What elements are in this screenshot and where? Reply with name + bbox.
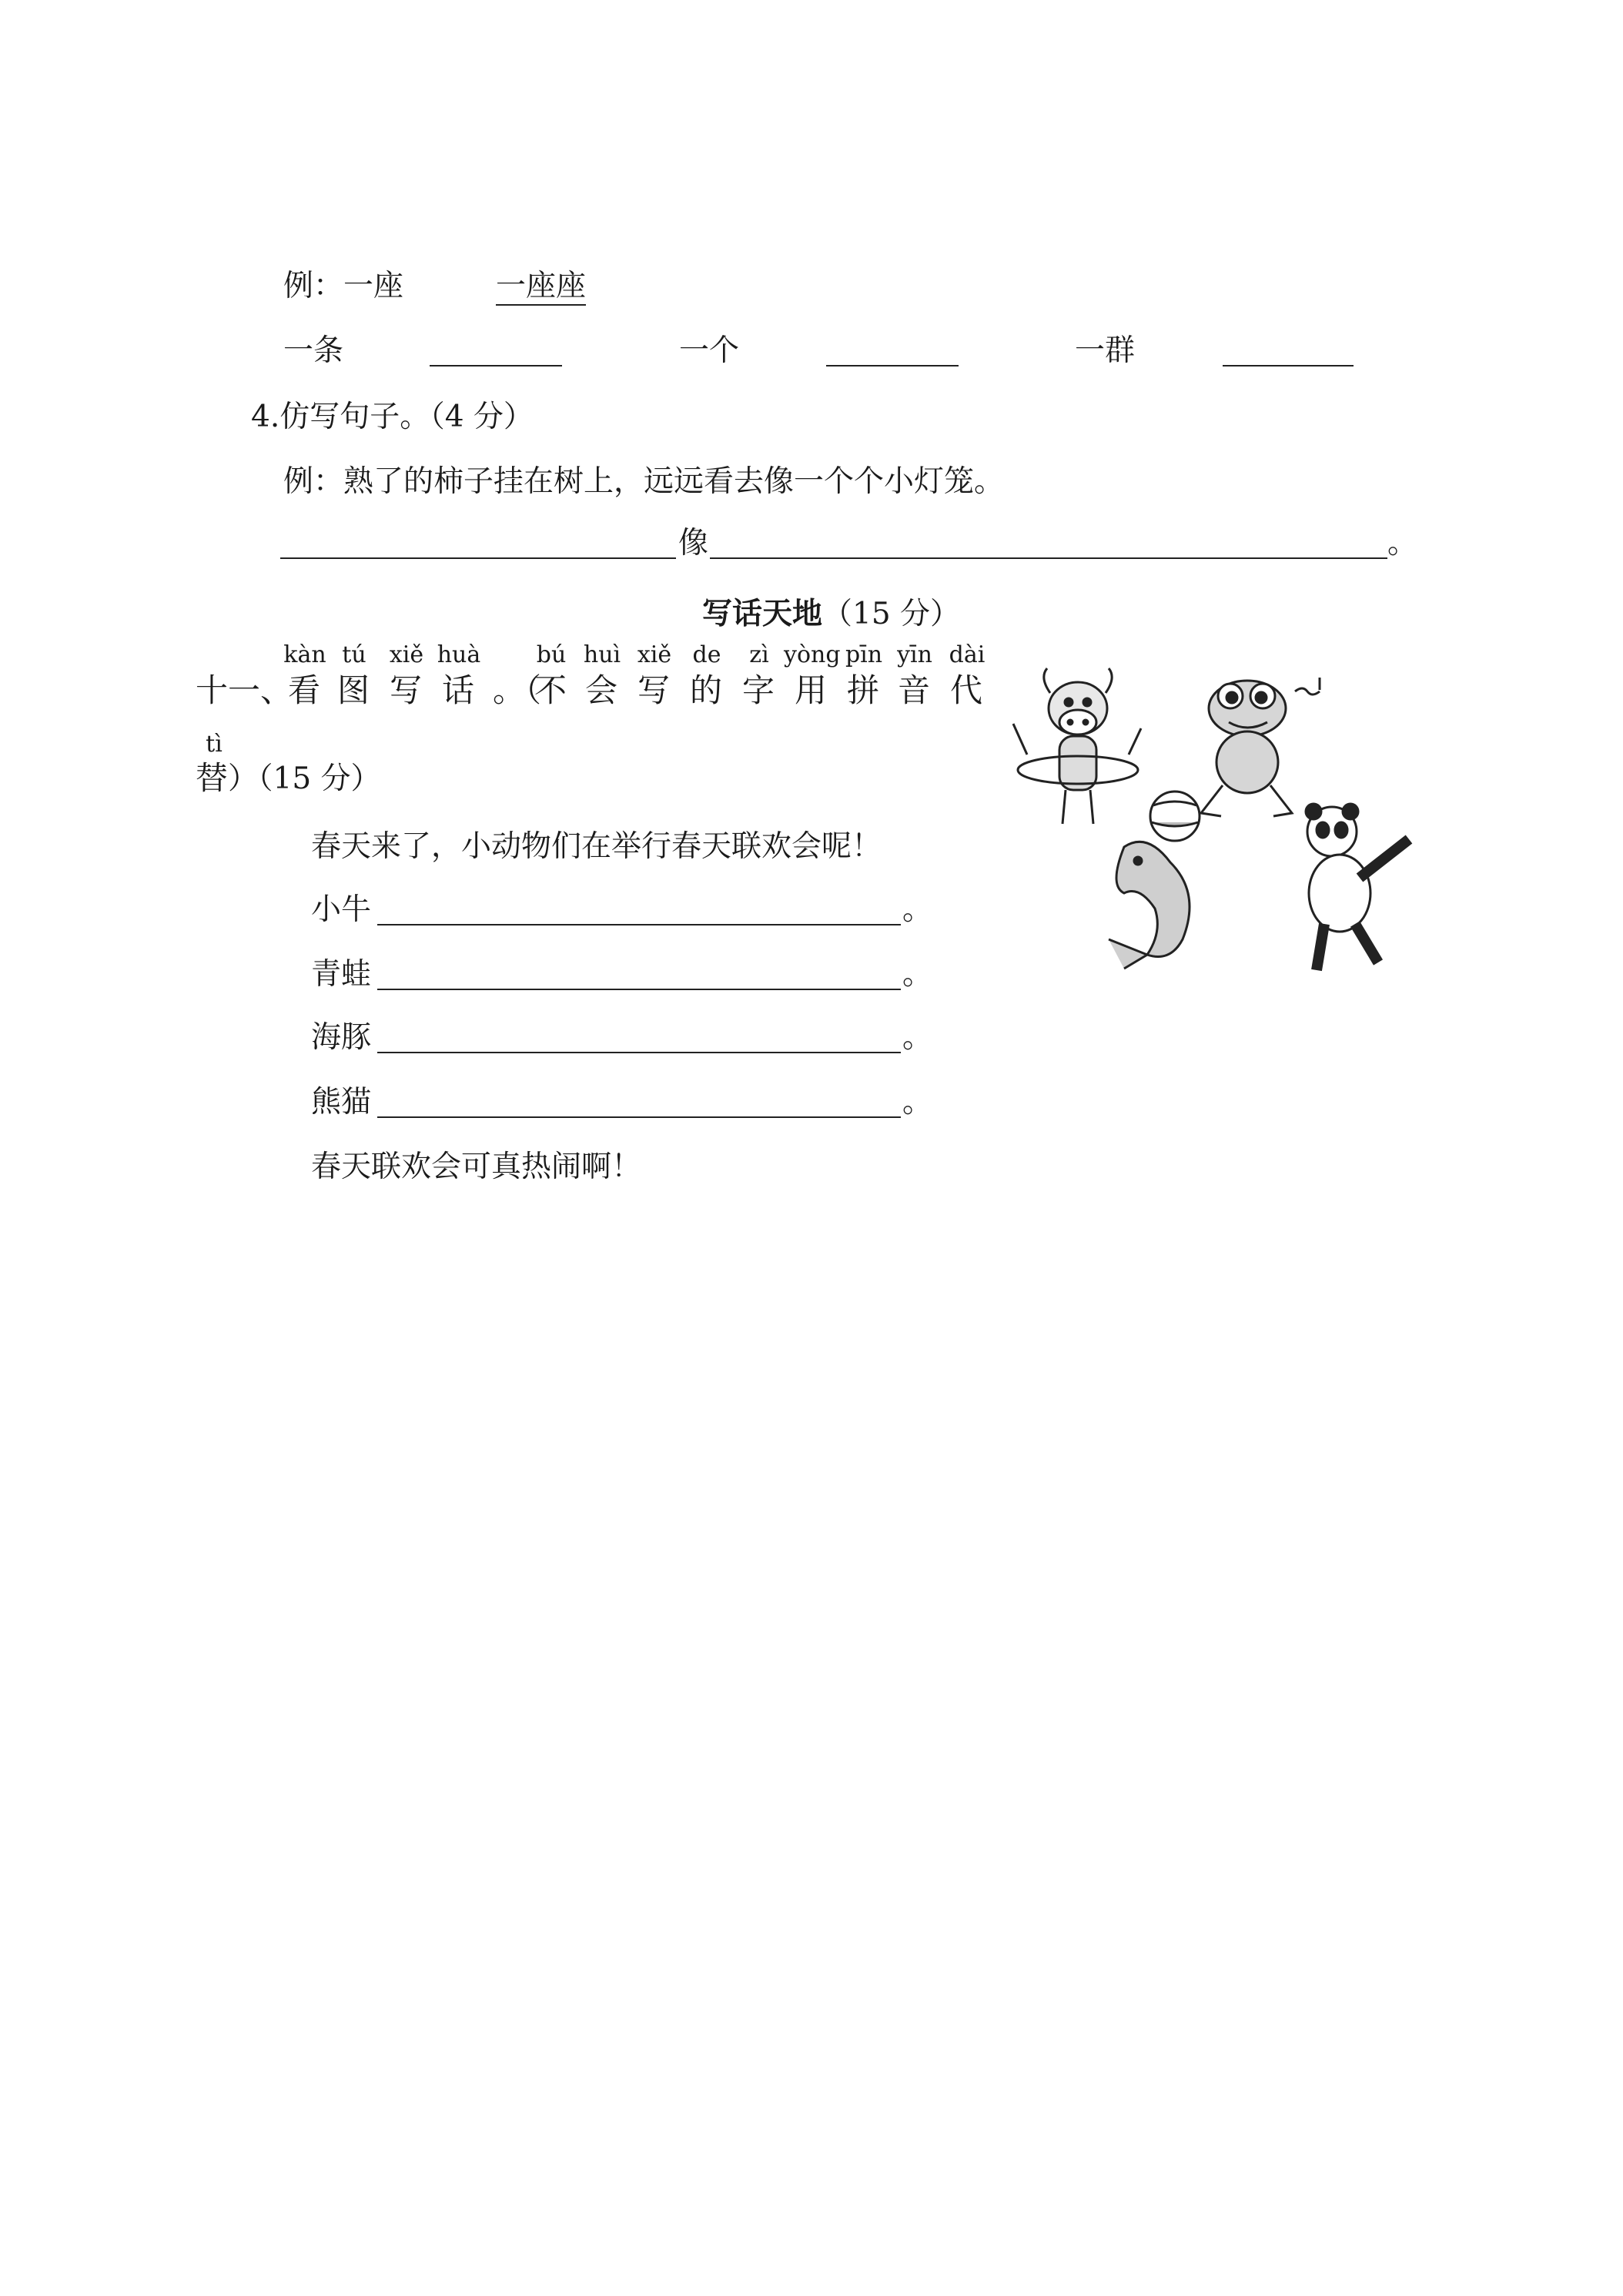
ox-icon: [1013, 668, 1141, 824]
q11-hanzi: 不: [534, 671, 567, 709]
q11-pinyin: huà: [437, 641, 481, 668]
q11-hanzi: 写: [390, 671, 423, 709]
q11-hanzi: 的: [690, 671, 723, 709]
q11-line2-rest: ）（15 分）: [228, 761, 381, 796]
q11-pinyin: yīn: [897, 641, 932, 668]
q11-hanzi: 写: [637, 671, 671, 709]
q3-item-blank-2[interactable]: [826, 365, 959, 366]
q11-hanzi: 用: [795, 671, 828, 709]
q11-intro: 春天来了，小动物们在举行春天联欢会呢！: [311, 829, 882, 864]
q11-line2-hanzi: 替: [196, 759, 229, 797]
q4-title: 4.仿写句子。（4 分）: [251, 400, 534, 434]
q4-connector: 像: [678, 526, 709, 561]
q11-pinyin: bú: [536, 641, 567, 668]
q3-example-label: 例：一座: [283, 269, 404, 303]
q11-hanzi: 。（: [493, 671, 542, 709]
dolphin-icon: [1109, 842, 1190, 969]
q11-pinyin: kàn: [283, 641, 326, 668]
q3-item-word-2: 一个: [679, 333, 740, 368]
q11-blank-dolphin[interactable]: [377, 1052, 901, 1053]
q3-example-answer: 一座座: [496, 271, 586, 306]
q11-pinyin: xiě: [637, 641, 672, 668]
q11-pinyin: tú: [342, 641, 366, 668]
q4-blank-left[interactable]: [280, 557, 676, 559]
q11-end-frog: 。: [902, 957, 933, 992]
q4-example: 例：熟了的柿子挂在树上，远远看去像一个个小灯笼。: [283, 464, 1005, 499]
q11-hanzi: 字: [742, 671, 775, 709]
q11-prompt-frog: 青蛙: [311, 957, 372, 992]
q3-item-blank-3[interactable]: [1223, 365, 1354, 366]
panda-icon: [1306, 804, 1409, 970]
q11-hanzi: 会: [585, 671, 618, 709]
q11-line2-pinyin: tì: [206, 731, 223, 758]
q11-blank-frog[interactable]: [377, 989, 901, 990]
q11-end-panda: 。: [902, 1085, 933, 1120]
q11-hanzi: 拼: [847, 671, 880, 709]
q11-pinyin: zì: [749, 641, 769, 668]
q11-hanzi: 看: [288, 671, 321, 709]
q3-item-blank-1[interactable]: [430, 365, 562, 366]
q11-hanzi: 话: [442, 671, 475, 709]
q4-end-punct: 。: [1387, 526, 1418, 561]
q4-blank-right[interactable]: [710, 557, 1387, 559]
q11-hanzi: 音: [898, 671, 931, 709]
q11-blank-ox[interactable]: [377, 924, 901, 925]
q11-prompt-dolphin: 海豚: [311, 1020, 372, 1055]
q11-pinyin: dài: [949, 641, 986, 668]
q11-pinyin: pīn: [845, 641, 883, 668]
q11-number: 十一、: [196, 671, 293, 709]
q11-blank-panda[interactable]: [377, 1116, 901, 1118]
q11-end-ox: 。: [902, 892, 933, 927]
q11-pinyin: de: [692, 641, 721, 668]
q11-pinyin: huì: [583, 641, 621, 668]
q3-item-word-1: 一条: [283, 333, 344, 368]
q11-pinyin: yòng: [784, 641, 841, 668]
q11-pinyin: xiě: [389, 641, 424, 668]
spring-party-illustration: [1009, 662, 1440, 986]
section-title: [702, 590, 960, 633]
q11-prompt-panda: 熊猫: [311, 1085, 372, 1120]
section-score: （15 分）: [822, 597, 961, 631]
q3-item-word-3: 一群: [1075, 333, 1136, 368]
q11-hanzi: 代: [950, 671, 983, 709]
ball-icon: [1150, 792, 1200, 841]
frog-icon: [1201, 678, 1320, 816]
q11-end-dolphin: 。: [902, 1020, 933, 1055]
q11-prompt-ox: 小牛: [311, 892, 372, 927]
q11-hanzi: 图: [337, 671, 370, 709]
section-title-text: 写话天地: [702, 597, 823, 631]
q11-closing: 春天联欢会可真热闹啊！: [311, 1150, 642, 1184]
